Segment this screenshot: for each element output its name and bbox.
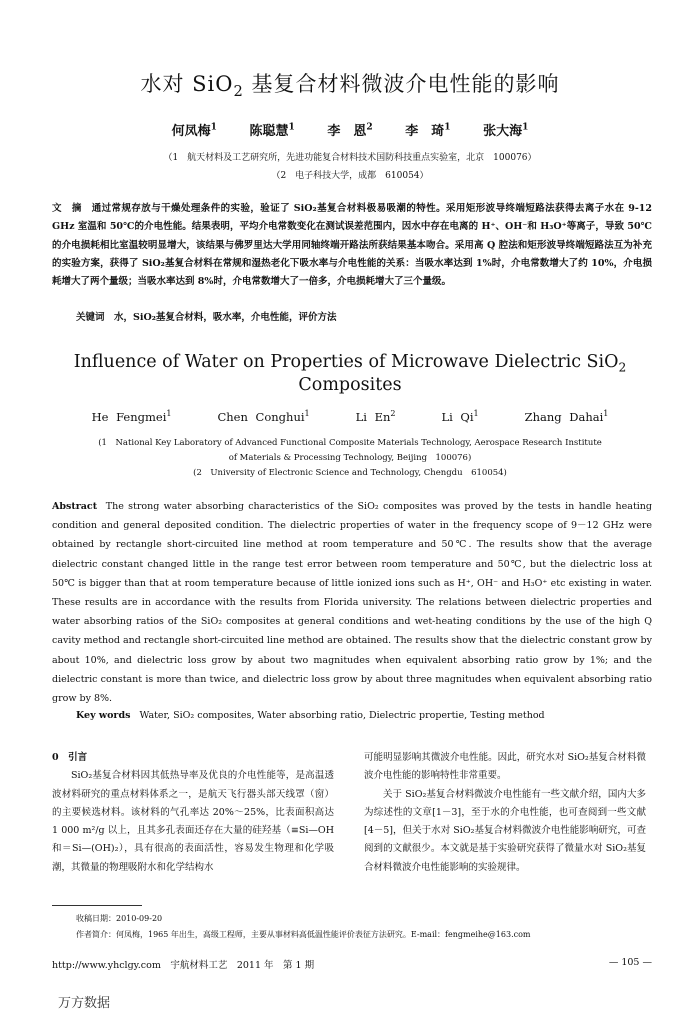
page-footer: [52, 957, 652, 971]
body-paragraph: 关于 SiO₂基复合材料微波介电性能有一些文献介绍，国内大多为综述性的文章[1－3]，至于水的介电性能，也可查阅到一些文献[4－5]，但关于水对 SiO₂基复合材料微波介电性能影响研究，可查阅到的文献很少。本文就是基于实验研究获得了微量水对 SiO₂基复合材料微波介电性能影响的实验规律。: [364, 788, 646, 873]
author-cn: 陈聪慧$^1$: [249, 121, 295, 139]
abstract-cn-text: 通过常规存放与干燥处理条件的实验，验证了 SiO₂基复合材料极易吸潮的特性。采用矩形波导终端短路法获得去离子水在 9-12 GHz 室温和 50℃的介电性能。结果表明，平均介电常数变化在测试误差范围内，因水中存在电离的 H⁺、OH⁻和 H₃O⁺等离子，导致 50℃的介电损耗相比室温较明显增大，该结果与佛罗里达大学用同轴终端开路法所获结果基本吻合。采用高 Q 腔法和矩形波导终端短路法互为补充的实验方案，获得了 SiO₂基复合材料在常规和湿热老化下吸水率与介电性能的关系：当吸水率达到 1%时，介电常数增大了约 10%，介电损耗增大了两个量级；当吸水率达到 8%时，介电常数增大了一倍多，介电损耗增大了三个量级。: [52, 203, 652, 288]
author-cn: 李 琦$^1$: [405, 121, 451, 139]
affiliation-en-2: (2 University of Electronic Science and Technology, Chengdu 610054): [193, 468, 507, 478]
author-en: Zhang Dahai$^1$: [524, 409, 609, 424]
body-paragraph: SiO₂基复合材料因其低热导率及优良的介电性能等，是高温透波材料研究的重点材料体系之一，是航天飞行器头部天线罩（窗）的主要候选材料。该材料的气孔率达 20%～25%，比表面积高达 1 000 m²/g 以上，且其多孔表面还存在大量的硅羟基（≡Si—OH 和＝Si—(OH)₂），具有很高的表面活性，容易发生物理和化学吸潮，其微量的物理吸附水和化学结构水: [52, 770, 334, 873]
footnote-author-bio: 作者简介：何凤梅，1965 年出生，高级工程师，主要从事材料高低温性能评价表征方法研究。E-mail：fengmeihe@163.com: [76, 930, 531, 939]
abstract-cn: [52, 200, 652, 291]
author-cn: 李 恩$^2$: [327, 121, 373, 139]
footnote-rule: [52, 905, 142, 906]
keywords-en: [76, 710, 666, 721]
source-watermark: 万方数据: [58, 996, 111, 1011]
body-column-left: [52, 749, 334, 877]
paper-title-cn: 水对 SiO$_2$ 基复合材料微波介电性能的影响: [140, 72, 560, 101]
affiliation-en-1a: (1 National Key Laboratory of Advanced Functional Composite Materials Technology, Aerospace Research Institute: [98, 438, 602, 448]
keywords-en-label: Key words: [76, 710, 131, 721]
abstract-en: [52, 497, 652, 708]
footer-journal-info: http://www.yhclgy.com 宇航材料工艺 2011 年 第 1 期: [52, 960, 315, 971]
body-paragraph: 可能明显影响其微波介电性能。因此，研究水对 SiO₂基复合材料微波介电性能的影响特性非常重要。: [364, 752, 646, 782]
footnote-received-date: 收稿日期：2010-09-20: [76, 914, 163, 923]
abstract-en-label: Abstract: [52, 501, 98, 512]
keywords-cn-text: 水，SiO₂基复合材料，吸水率，介电性能，评价方法: [114, 312, 337, 323]
keywords-cn-label: 关键词: [76, 312, 105, 323]
paper-title-en: Influence of Water on Properties of Microwave Dielectric SiO$_2$ Composites: [73, 352, 627, 395]
author-en: Li En$^2$: [355, 409, 396, 424]
affiliation-en-1b: of Materials & Processing Technology, Beijing 100076): [228, 453, 472, 463]
keywords-cn: [76, 309, 656, 323]
abstract-en-text: The strong water absorbing characteristics of the SiO₂ composites was proved by the tests in handle heating condition and general deposited condition. The dielectric properties of water in the frequency scope of 9－12 GHz were obtained by rectangle short-circuited line method at room temperature and 50℃. The results show that the average dielectric constant changed little in the range test error between room temperature and 50℃, but the dielectric loss at 50℃ is bigger than that at room temperature because of little ionized ions such as H⁺, OH⁻ and H₃O⁺ etc existing in water. These results are in accordance with the results from Florida university. The relations between dielectric properties and water absorbing ratios of the SiO₂ composites at general conditions and wet-heating conditions by the use of the high Q cavity method and rectangle short-circuited line method are obtained. The results show that the dielectric constant grow by about 10%, and dielectric loss grow by about two magnitudes when equivalent absorbing ratio grow by 1%; and the dielectric constant is more than twice, and dielectric loss grow by about three magnitudes when equivalent absorbing ratio grow by 8%.: [52, 501, 652, 705]
author-cn: 张大海$^1$: [483, 121, 529, 139]
affiliation-cn-2: （2 电子科技大学，成都 610054）: [271, 171, 429, 181]
author-en: Chen Conghui$^1$: [217, 409, 310, 424]
author-list-en: [20, 409, 680, 424]
body-column-right: [364, 749, 646, 877]
section-heading: 0 引言: [52, 752, 88, 763]
affiliation-cn-1: （1 航天材料及工艺研究所，先进功能复合材料技术国防科技重点实验室，北京 100076）: [163, 153, 537, 163]
abstract-cn-label: 文 摘: [52, 203, 82, 214]
author-list-cn: [20, 120, 680, 139]
page-number: — 105 —: [608, 957, 652, 968]
author-en: Li Qi$^1$: [441, 409, 479, 424]
author-en: He Fengmei$^1$: [91, 409, 172, 424]
author-cn: 何凤梅$^1$: [171, 121, 217, 139]
keywords-en-text: Water, SiO₂ composites, Water absorbing ratio, Dielectric propertie, Testing method: [139, 710, 545, 721]
